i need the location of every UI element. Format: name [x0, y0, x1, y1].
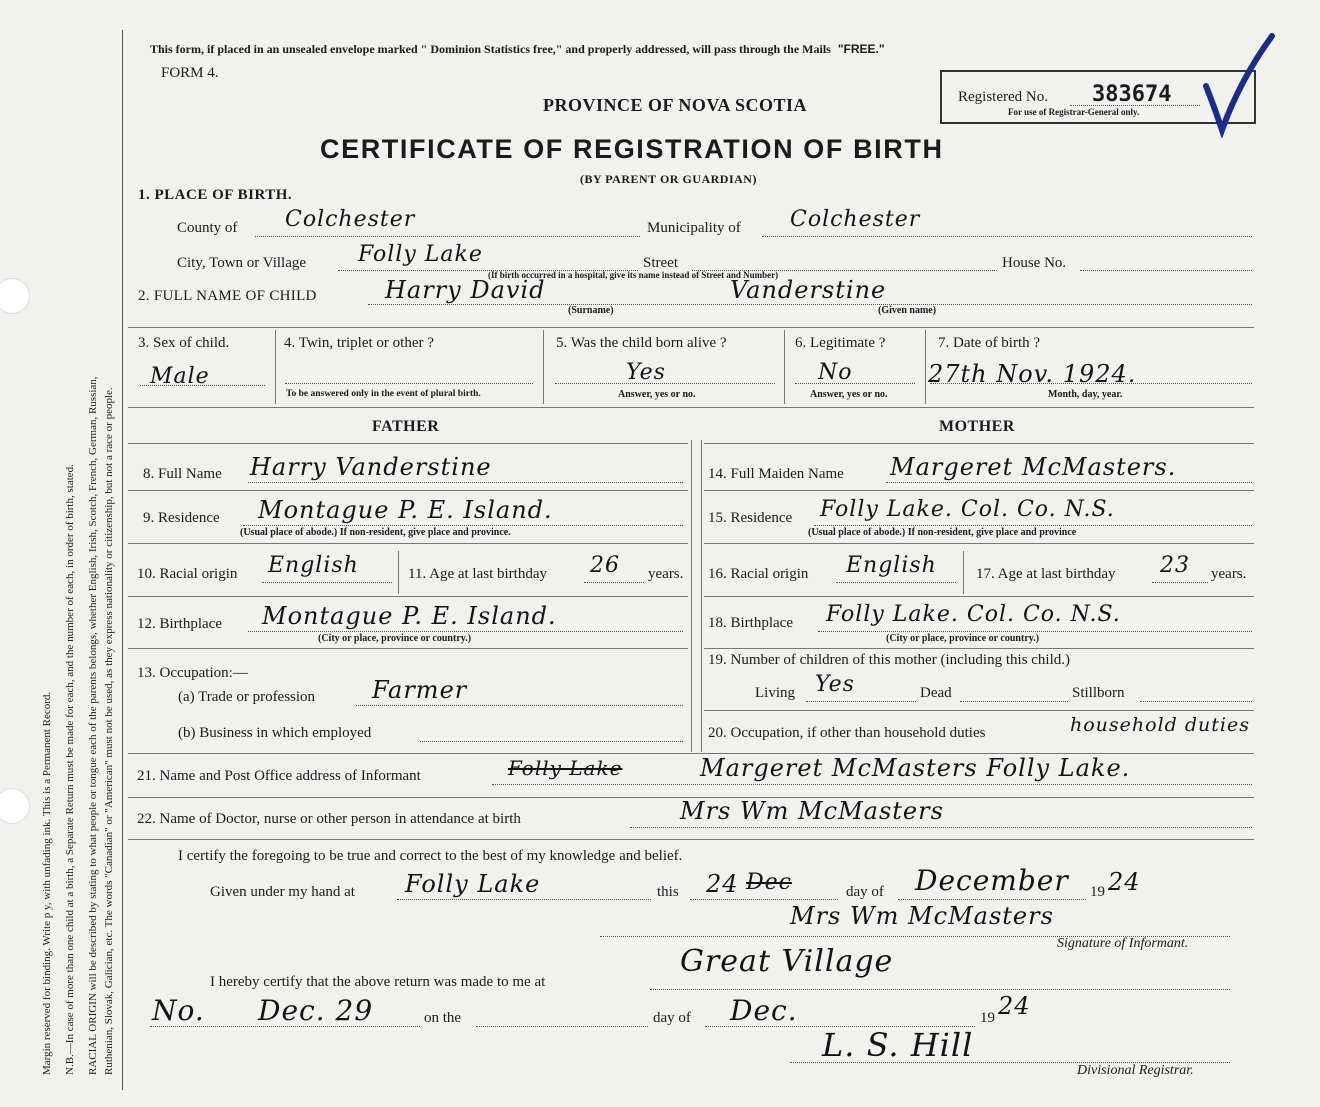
father-residence-value: Montague P. E. Island.: [258, 496, 553, 524]
mother-name-line: [886, 482, 1252, 483]
dob-note: Month, day, year.: [1048, 389, 1123, 400]
mother-residence-label: 15. Residence: [708, 510, 793, 526]
mother-birthplace-value: Folly Lake. Col. Co. N.S.: [826, 602, 1121, 627]
sex-value: Male: [150, 364, 210, 389]
mother-column-rule: [701, 440, 702, 752]
father-age-line: [584, 582, 644, 583]
registrar-month-value: Dec.: [730, 994, 798, 1027]
certify-day-of-label: day of: [846, 884, 884, 900]
child-surname-value: Vanderstine: [730, 276, 887, 304]
father-business-label: (b) Business in which employed: [178, 725, 372, 741]
sex-line: [140, 385, 265, 386]
mother-rule-2: [704, 490, 1254, 491]
twin-label: 4. Twin, triplet or other ?: [284, 335, 434, 351]
mail-notice-text: This form, if placed in an unsealed envelope marked " Dominion Statistics free," and properly addressed, will pass through the Mails: [150, 42, 831, 56]
municipality-label: Municipality of: [647, 220, 741, 236]
alive-note: Answer, yes or no.: [618, 389, 696, 400]
registrar-on-label: on the: [424, 1010, 462, 1026]
margin-note-binding: Margin reserved for binding. Write p y, with unfading ink. This is a Permanent Record.: [41, 691, 53, 1075]
city-label: City, Town or Village: [177, 255, 307, 271]
doctor-label: 22. Name of Doctor, nurse or other person in attendance at birth: [137, 811, 521, 827]
mother-racial-label: 16. Racial origin: [708, 566, 809, 582]
father-rule-2: [128, 490, 688, 491]
mother-residence-note: (Usual place of abode.) If non-resident, give place and province: [808, 527, 1077, 538]
father-heading: FATHER: [372, 418, 440, 435]
county-line: [255, 236, 640, 237]
mother-living-line: [806, 701, 916, 702]
father-rule-1: [128, 443, 688, 444]
doctor-line: [630, 827, 1252, 828]
mother-residence-line: [814, 525, 1252, 526]
row3-bottom-rule: [128, 407, 1254, 408]
father-years-label: years.: [648, 566, 684, 582]
registrar-caption: Divisional Registrar.: [1077, 1063, 1194, 1078]
surname-caption: (Surname): [568, 305, 614, 316]
mother-birthplace-line: [818, 631, 1252, 632]
mother-occupation-label: 20. Occupation, if other than household duties: [708, 725, 986, 741]
informant-signature: Mrs Wm McMasters: [790, 902, 1054, 930]
row3-divider-4: [925, 330, 926, 404]
dob-label: 7. Date of birth ?: [938, 335, 1041, 351]
father-age-divider: [398, 551, 399, 594]
father-racial-line: [262, 582, 392, 583]
child-name-label: 2. FULL NAME OF CHILD: [138, 288, 317, 304]
mother-name-label: 14. Full Maiden Name: [708, 466, 844, 482]
father-residence-note: (Usual place of abode.) If non-resident, give place and province.: [240, 527, 511, 538]
form-number: FORM 4.: [161, 65, 219, 81]
mother-heading: MOTHER: [939, 418, 1015, 435]
registrar-statement: I hereby certify that the above return was made to me at: [210, 974, 546, 990]
doctor-value: Mrs Wm McMasters: [680, 797, 944, 825]
dob-line: [930, 383, 1252, 384]
row3-divider-3: [784, 330, 785, 404]
alive-line: [555, 383, 775, 384]
mother-living-label: Living: [755, 685, 795, 701]
father-racial-value: English: [268, 553, 359, 578]
mother-racial-line: [836, 582, 956, 583]
street-label: Street: [643, 255, 678, 271]
row3-divider-1: [275, 330, 276, 404]
certificate-title: CERTIFICATE OF REGISTRATION OF BIRTH: [320, 134, 944, 164]
mother-name-value: Margeret McMasters.: [890, 453, 1177, 481]
mail-notice: [150, 42, 885, 57]
father-rule-4: [128, 596, 688, 597]
mother-stillborn-label: Stillborn: [1072, 685, 1125, 701]
certify-day-value: 24: [706, 870, 739, 898]
alive-value: Yes: [626, 360, 666, 385]
certify-year-prefix: 19: [1090, 884, 1105, 900]
mail-free-text: "FREE.": [837, 42, 885, 56]
province-heading: PROVINCE OF NOVA SCOTIA: [543, 95, 808, 115]
father-occupation-label: 13. Occupation:—: [137, 665, 248, 681]
registrar-date-line: [150, 1026, 420, 1027]
twin-line: [285, 383, 533, 384]
mother-rule-3: [704, 543, 1254, 544]
registrar-date-value: Dec. 29: [258, 994, 374, 1027]
father-trade-label: (a) Trade or profession: [178, 689, 316, 705]
municipality-line: [762, 236, 1252, 237]
this-label: this: [657, 884, 679, 900]
doctor-rule: [128, 839, 1254, 840]
father-birthplace-note: (City or place, province or country.): [318, 633, 472, 644]
father-residence-line: [243, 525, 683, 526]
given-under-label: Given under my hand at: [210, 884, 355, 900]
mother-children-label: 19. Number of children of this mother (including this child.): [708, 652, 1071, 668]
informant-struck-value: Folly Lake: [508, 756, 623, 780]
father-rule-3: [128, 543, 688, 544]
margin-note-racial-origin-cont: Ruthenian, Slovak, Galician, etc. The words "Canadian" or "American" must not be used, as they express nationality or citizenship, but not a race or people.: [103, 387, 115, 1075]
informant-line: [492, 784, 1252, 785]
registrar-place-line: [650, 989, 1230, 990]
informant-value: Margeret McMasters Folly Lake.: [700, 754, 1131, 782]
given-under-value: Folly Lake: [405, 870, 541, 898]
mother-years-label: years.: [1211, 566, 1247, 582]
father-rule-5: [128, 648, 688, 649]
registrar-year-prefix: 19: [980, 1010, 995, 1026]
father-residence-label: 9. Residence: [143, 510, 220, 526]
legitimate-label: 6. Legitimate ?: [795, 335, 886, 351]
certify-day-line: [690, 899, 838, 900]
mother-age-label: 17. Age at last birthday: [976, 566, 1116, 582]
mother-rule-5: [704, 648, 1254, 649]
mother-stillborn-line: [1140, 701, 1252, 702]
registrar-general-note: For use of Registrar-General only.: [1008, 107, 1140, 117]
father-age-value: 26: [590, 553, 620, 578]
father-age-label: 11. Age at last birthday: [408, 566, 547, 582]
mother-rule-6: [704, 710, 1254, 711]
mother-living-value: Yes: [815, 672, 855, 697]
registrar-number-value: No.: [152, 994, 205, 1027]
mother-dead-label: Dead: [920, 685, 952, 701]
sex-label: 3. Sex of child.: [138, 335, 230, 351]
father-trade-line: [356, 705, 683, 706]
row3-top-rule: [128, 327, 1254, 328]
city-value: Folly Lake: [358, 242, 483, 267]
mother-occupation-value: household duties: [1070, 714, 1250, 736]
mother-age-divider: [963, 551, 964, 594]
punch-hole-bottom: [0, 788, 30, 824]
father-birthplace-label: 12. Birthplace: [137, 616, 222, 632]
given-name-caption: (Given name): [878, 305, 937, 316]
municipality-value: Colchester: [790, 207, 921, 232]
certify-month-value: December: [915, 864, 1069, 897]
father-racial-label: 10. Racial origin: [137, 566, 238, 582]
mother-birthplace-note: (City or place, province or country.): [886, 633, 1040, 644]
alive-label: 5. Was the child born alive ?: [556, 335, 727, 351]
informant-signature-caption: Signature of Informant.: [1057, 936, 1189, 951]
mother-birthplace-label: 18. Birthplace: [708, 615, 793, 631]
hospital-note: (If birth occurred in a hospital, give its name instead of Street and Number): [488, 270, 779, 280]
father-birthplace-value: Montague P. E. Island.: [262, 602, 557, 630]
registrar-year-value: 24: [998, 992, 1031, 1020]
registrar-signature: L. S. Hill: [822, 1026, 974, 1064]
mother-age-line: [1152, 582, 1208, 583]
county-value: Colchester: [285, 207, 416, 232]
mother-age-value: 23: [1160, 553, 1190, 578]
house-label: House No.: [1002, 255, 1067, 271]
legitimate-value: No: [818, 360, 853, 385]
margin-note-multiple-births: N.B.—In case of more than one child at a birth, a Separate Return must be made for each, and the number of each, in order of birth, stated.: [64, 464, 76, 1075]
house-line: [1080, 270, 1252, 271]
mother-dead-line: [960, 701, 1068, 702]
certify-statement: I certify the foregoing to be true and correct to the best of my knowledge and belief.: [178, 848, 683, 864]
punch-hole-top: [0, 278, 30, 314]
father-birthplace-line: [248, 631, 683, 632]
certify-day-struck: Dec: [746, 870, 792, 895]
margin-rule: [122, 30, 123, 1090]
child-given-value: Harry David: [385, 276, 546, 304]
legitimate-note: Answer, yes or no.: [810, 389, 888, 400]
certificate-subtitle: (BY PARENT OR GUARDIAN): [580, 172, 757, 186]
mother-rule-4: [704, 596, 1254, 597]
informant-label: 21. Name and Post Office address of Informant: [137, 768, 421, 784]
father-trade-value: Farmer: [372, 676, 468, 704]
registrar-day-of-label: day of: [653, 1010, 691, 1026]
certify-year-value: 24: [1108, 868, 1141, 896]
twin-note: To be answered only in the event of plural birth.: [286, 389, 481, 399]
father-business-line: [420, 741, 683, 742]
mother-residence-value: Folly Lake. Col. Co. N.S.: [820, 497, 1115, 522]
legitimate-line: [795, 383, 915, 384]
county-label: County of: [177, 220, 238, 236]
father-column-rule: [691, 440, 692, 752]
place-heading: 1. PLACE OF BIRTH.: [138, 187, 293, 203]
child-name-line: [368, 304, 1252, 305]
mother-racial-value: English: [846, 553, 937, 578]
father-name-value: Harry Vanderstine: [250, 453, 492, 481]
registered-number: 383674: [1092, 82, 1172, 107]
registered-label: Registered No.: [958, 89, 1048, 105]
mother-rule-1: [704, 443, 1254, 444]
father-name-label: 8. Full Name: [143, 466, 222, 482]
margin-note-racial-origin: RACIAL ORIGIN will be described by stating to what people or tongue each of the parents belongs, whether English, Irish, Scotch, French, German, Russian,: [87, 376, 99, 1075]
dob-value: 27th Nov. 1924.: [928, 360, 1137, 388]
registrar-day-line: [476, 1026, 648, 1027]
father-name-line: [248, 482, 683, 483]
row3-divider-2: [543, 330, 544, 404]
certify-month-line: [898, 899, 1086, 900]
registrar-place-value: Great Village: [680, 944, 894, 979]
given-under-line: [397, 899, 651, 900]
check-mark-icon: [1200, 28, 1284, 138]
